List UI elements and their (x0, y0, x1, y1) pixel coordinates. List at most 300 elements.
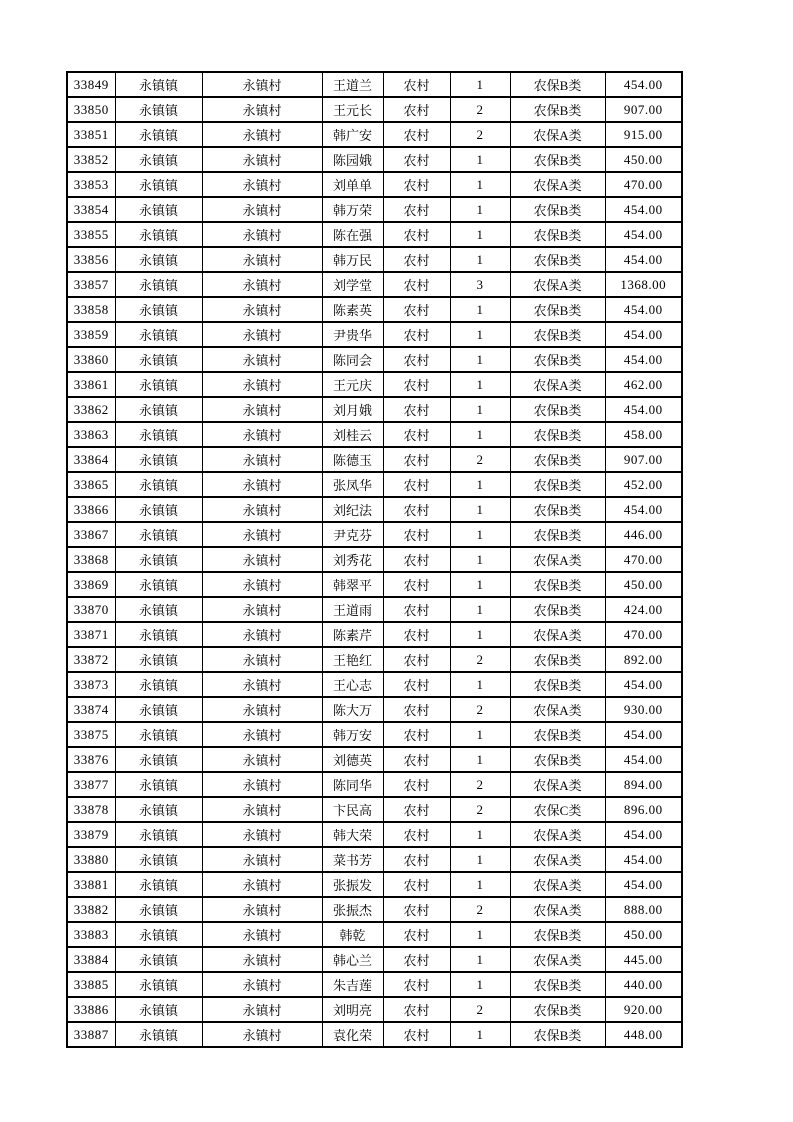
cell-village: 永镇村 (202, 747, 322, 772)
cell-insurance_class: 农保A类 (510, 847, 605, 872)
cell-town: 永镇镇 (115, 222, 202, 247)
cell-amount: 462.00 (605, 372, 682, 397)
cell-record_id: 33852 (67, 147, 115, 172)
cell-insurance_class: 农保B类 (510, 597, 605, 622)
cell-insurance_class: 农保B类 (510, 147, 605, 172)
cell-name: 韩万民 (322, 247, 383, 272)
cell-person_count: 2 (450, 772, 510, 797)
cell-amount: 454.00 (605, 747, 682, 772)
cell-record_id: 33853 (67, 172, 115, 197)
cell-residence_type: 农村 (383, 847, 450, 872)
cell-insurance_class: 农保B类 (510, 397, 605, 422)
cell-record_id: 33851 (67, 122, 115, 147)
table-row (67, 547, 682, 572)
cell-amount: 896.00 (605, 797, 682, 822)
cell-name: 韩心兰 (322, 947, 383, 972)
cell-name: 陈素英 (322, 297, 383, 322)
cell-insurance_class: 农保B类 (510, 747, 605, 772)
cell-person_count: 1 (450, 922, 510, 947)
cell-town: 永镇镇 (115, 847, 202, 872)
cell-town: 永镇镇 (115, 747, 202, 772)
cell-village: 永镇村 (202, 897, 322, 922)
cell-record_id: 33869 (67, 572, 115, 597)
cell-record_id: 33860 (67, 347, 115, 372)
cell-insurance_class: 农保B类 (510, 922, 605, 947)
cell-amount: 470.00 (605, 172, 682, 197)
payment-roster-table (66, 71, 683, 1048)
cell-person_count: 1 (450, 722, 510, 747)
table-row (67, 622, 682, 647)
cell-town: 永镇镇 (115, 347, 202, 372)
cell-person_count: 1 (450, 422, 510, 447)
cell-village: 永镇村 (202, 72, 322, 97)
cell-town: 永镇镇 (115, 97, 202, 122)
cell-insurance_class: 农保B类 (510, 497, 605, 522)
cell-person_count: 1 (450, 972, 510, 997)
cell-amount: 894.00 (605, 772, 682, 797)
cell-amount: 454.00 (605, 297, 682, 322)
cell-person_count: 1 (450, 572, 510, 597)
cell-person_count: 1 (450, 747, 510, 772)
cell-village: 永镇村 (202, 197, 322, 222)
cell-residence_type: 农村 (383, 447, 450, 472)
cell-insurance_class: 农保B类 (510, 472, 605, 497)
cell-residence_type: 农村 (383, 522, 450, 547)
cell-insurance_class: 农保A类 (510, 947, 605, 972)
cell-village: 永镇村 (202, 97, 322, 122)
cell-insurance_class: 农保B类 (510, 97, 605, 122)
cell-record_id: 33886 (67, 997, 115, 1022)
cell-name: 陈大万 (322, 697, 383, 722)
cell-record_id: 33857 (67, 272, 115, 297)
cell-residence_type: 农村 (383, 322, 450, 347)
cell-name: 袁化荣 (322, 1022, 383, 1047)
cell-village: 永镇村 (202, 647, 322, 672)
cell-person_count: 2 (450, 797, 510, 822)
cell-residence_type: 农村 (383, 297, 450, 322)
cell-village: 永镇村 (202, 822, 322, 847)
cell-person_count: 1 (450, 297, 510, 322)
cell-record_id: 33859 (67, 322, 115, 347)
cell-amount: 892.00 (605, 647, 682, 672)
cell-amount: 454.00 (605, 722, 682, 747)
cell-name: 刘桂云 (322, 422, 383, 447)
roster-table-body (67, 72, 682, 1047)
cell-village: 永镇村 (202, 972, 322, 997)
cell-name: 韩翠平 (322, 572, 383, 597)
cell-record_id: 33876 (67, 747, 115, 772)
cell-person_count: 1 (450, 247, 510, 272)
cell-insurance_class: 农保A类 (510, 897, 605, 922)
cell-insurance_class: 农保B类 (510, 72, 605, 97)
cell-village: 永镇村 (202, 697, 322, 722)
cell-name: 尹贵华 (322, 322, 383, 347)
cell-record_id: 33849 (67, 72, 115, 97)
table-row (67, 447, 682, 472)
cell-insurance_class: 农保B类 (510, 647, 605, 672)
table-row (67, 822, 682, 847)
cell-village: 永镇村 (202, 722, 322, 747)
cell-insurance_class: 农保B类 (510, 722, 605, 747)
cell-record_id: 33882 (67, 897, 115, 922)
cell-amount: 920.00 (605, 997, 682, 1022)
cell-name: 陈园娥 (322, 147, 383, 172)
cell-amount: 454.00 (605, 847, 682, 872)
cell-village: 永镇村 (202, 772, 322, 797)
table-row (67, 297, 682, 322)
table-row (67, 597, 682, 622)
cell-town: 永镇镇 (115, 397, 202, 422)
table-row (67, 522, 682, 547)
cell-amount: 454.00 (605, 872, 682, 897)
cell-town: 永镇镇 (115, 622, 202, 647)
cell-person_count: 2 (450, 97, 510, 122)
cell-insurance_class: 农保A类 (510, 122, 605, 147)
table-row (67, 672, 682, 697)
cell-person_count: 1 (450, 847, 510, 872)
cell-person_count: 1 (450, 147, 510, 172)
cell-name: 王道雨 (322, 597, 383, 622)
cell-amount: 454.00 (605, 222, 682, 247)
cell-name: 刘明亮 (322, 997, 383, 1022)
cell-name: 卞民高 (322, 797, 383, 822)
cell-residence_type: 农村 (383, 772, 450, 797)
cell-town: 永镇镇 (115, 997, 202, 1022)
cell-name: 张振发 (322, 872, 383, 897)
cell-person_count: 2 (450, 997, 510, 1022)
cell-insurance_class: 农保A类 (510, 547, 605, 572)
table-row (67, 422, 682, 447)
cell-village: 永镇村 (202, 247, 322, 272)
cell-insurance_class: 农保A类 (510, 872, 605, 897)
cell-insurance_class: 农保B类 (510, 447, 605, 472)
cell-town: 永镇镇 (115, 172, 202, 197)
cell-village: 永镇村 (202, 922, 322, 947)
cell-town: 永镇镇 (115, 597, 202, 622)
cell-name: 韩乾 (322, 922, 383, 947)
cell-residence_type: 农村 (383, 572, 450, 597)
cell-insurance_class: 农保B类 (510, 1022, 605, 1047)
cell-name: 王心志 (322, 672, 383, 697)
table-row (67, 872, 682, 897)
cell-name: 韩万安 (322, 722, 383, 747)
cell-residence_type: 农村 (383, 347, 450, 372)
cell-record_id: 33858 (67, 297, 115, 322)
cell-amount: 907.00 (605, 97, 682, 122)
cell-village: 永镇村 (202, 522, 322, 547)
cell-village: 永镇村 (202, 872, 322, 897)
cell-record_id: 33875 (67, 722, 115, 747)
cell-name: 韩广安 (322, 122, 383, 147)
cell-record_id: 33856 (67, 247, 115, 272)
cell-village: 永镇村 (202, 397, 322, 422)
cell-village: 永镇村 (202, 547, 322, 572)
cell-village: 永镇村 (202, 947, 322, 972)
cell-village: 永镇村 (202, 472, 322, 497)
cell-residence_type: 农村 (383, 872, 450, 897)
cell-insurance_class: 农保A类 (510, 372, 605, 397)
table-row (67, 197, 682, 222)
table-row (67, 797, 682, 822)
cell-record_id: 33862 (67, 397, 115, 422)
cell-residence_type: 农村 (383, 422, 450, 447)
cell-name: 王元长 (322, 97, 383, 122)
cell-insurance_class: 农保A类 (510, 697, 605, 722)
cell-name: 王艳红 (322, 647, 383, 672)
cell-amount: 424.00 (605, 597, 682, 622)
cell-residence_type: 农村 (383, 172, 450, 197)
table-row (67, 722, 682, 747)
cell-insurance_class: 农保B类 (510, 222, 605, 247)
cell-residence_type: 农村 (383, 372, 450, 397)
cell-town: 永镇镇 (115, 272, 202, 297)
table-row (67, 222, 682, 247)
cell-amount: 454.00 (605, 397, 682, 422)
table-row (67, 372, 682, 397)
cell-name: 张凤华 (322, 472, 383, 497)
cell-amount: 470.00 (605, 547, 682, 572)
cell-village: 永镇村 (202, 672, 322, 697)
cell-town: 永镇镇 (115, 672, 202, 697)
cell-amount: 458.00 (605, 422, 682, 447)
cell-person_count: 1 (450, 872, 510, 897)
cell-residence_type: 农村 (383, 797, 450, 822)
cell-town: 永镇镇 (115, 472, 202, 497)
cell-village: 永镇村 (202, 222, 322, 247)
cell-name: 菜书芳 (322, 847, 383, 872)
cell-residence_type: 农村 (383, 672, 450, 697)
cell-name: 王道兰 (322, 72, 383, 97)
cell-insurance_class: 农保A类 (510, 822, 605, 847)
cell-record_id: 33863 (67, 422, 115, 447)
cell-record_id: 33868 (67, 547, 115, 572)
cell-village: 永镇村 (202, 797, 322, 822)
cell-insurance_class: 农保B类 (510, 972, 605, 997)
cell-record_id: 33854 (67, 197, 115, 222)
cell-name: 张振杰 (322, 897, 383, 922)
cell-village: 永镇村 (202, 372, 322, 397)
cell-name: 刘单单 (322, 172, 383, 197)
cell-residence_type: 农村 (383, 997, 450, 1022)
cell-person_count: 1 (450, 622, 510, 647)
cell-town: 永镇镇 (115, 522, 202, 547)
cell-town: 永镇镇 (115, 147, 202, 172)
cell-insurance_class: 农保A类 (510, 172, 605, 197)
cell-amount: 445.00 (605, 947, 682, 972)
cell-amount: 470.00 (605, 622, 682, 647)
cell-amount: 888.00 (605, 897, 682, 922)
cell-village: 永镇村 (202, 272, 322, 297)
cell-insurance_class: 农保B类 (510, 297, 605, 322)
cell-town: 永镇镇 (115, 297, 202, 322)
cell-town: 永镇镇 (115, 972, 202, 997)
cell-insurance_class: 农保B类 (510, 997, 605, 1022)
cell-village: 永镇村 (202, 122, 322, 147)
cell-person_count: 1 (450, 397, 510, 422)
cell-person_count: 3 (450, 272, 510, 297)
cell-amount: 1368.00 (605, 272, 682, 297)
cell-town: 永镇镇 (115, 497, 202, 522)
cell-person_count: 1 (450, 597, 510, 622)
cell-town: 永镇镇 (115, 897, 202, 922)
cell-residence_type: 农村 (383, 197, 450, 222)
cell-residence_type: 农村 (383, 822, 450, 847)
cell-town: 永镇镇 (115, 422, 202, 447)
cell-person_count: 1 (450, 372, 510, 397)
cell-insurance_class: 农保B类 (510, 422, 605, 447)
cell-record_id: 33850 (67, 97, 115, 122)
cell-residence_type: 农村 (383, 722, 450, 747)
cell-town: 永镇镇 (115, 772, 202, 797)
cell-name: 刘学堂 (322, 272, 383, 297)
cell-town: 永镇镇 (115, 922, 202, 947)
cell-residence_type: 农村 (383, 472, 450, 497)
cell-residence_type: 农村 (383, 747, 450, 772)
cell-town: 永镇镇 (115, 647, 202, 672)
table-row (67, 322, 682, 347)
table-row (67, 972, 682, 997)
cell-name: 陈素芹 (322, 622, 383, 647)
cell-residence_type: 农村 (383, 547, 450, 572)
table-row (67, 922, 682, 947)
cell-residence_type: 农村 (383, 247, 450, 272)
cell-amount: 454.00 (605, 72, 682, 97)
cell-insurance_class: 农保A类 (510, 272, 605, 297)
cell-person_count: 1 (450, 547, 510, 572)
cell-insurance_class: 农保A类 (510, 772, 605, 797)
cell-person_count: 1 (450, 322, 510, 347)
cell-residence_type: 农村 (383, 72, 450, 97)
cell-record_id: 33879 (67, 822, 115, 847)
cell-record_id: 33874 (67, 697, 115, 722)
table-row (67, 697, 682, 722)
cell-record_id: 33864 (67, 447, 115, 472)
cell-town: 永镇镇 (115, 872, 202, 897)
cell-town: 永镇镇 (115, 322, 202, 347)
table-row (67, 1022, 682, 1047)
cell-record_id: 33866 (67, 497, 115, 522)
cell-amount: 450.00 (605, 147, 682, 172)
cell-village: 永镇村 (202, 147, 322, 172)
table-row (67, 647, 682, 672)
table-row (67, 497, 682, 522)
cell-record_id: 33855 (67, 222, 115, 247)
table-row (67, 997, 682, 1022)
cell-town: 永镇镇 (115, 122, 202, 147)
cell-insurance_class: 农保B类 (510, 322, 605, 347)
cell-residence_type: 农村 (383, 922, 450, 947)
cell-person_count: 1 (450, 947, 510, 972)
cell-amount: 454.00 (605, 672, 682, 697)
cell-village: 永镇村 (202, 297, 322, 322)
cell-village: 永镇村 (202, 322, 322, 347)
cell-name: 朱吉莲 (322, 972, 383, 997)
cell-insurance_class: 农保A类 (510, 622, 605, 647)
cell-town: 永镇镇 (115, 797, 202, 822)
cell-town: 永镇镇 (115, 947, 202, 972)
cell-residence_type: 农村 (383, 497, 450, 522)
table-row (67, 772, 682, 797)
cell-amount: 452.00 (605, 472, 682, 497)
cell-village: 永镇村 (202, 847, 322, 872)
cell-residence_type: 农村 (383, 622, 450, 647)
cell-record_id: 33870 (67, 597, 115, 622)
cell-residence_type: 农村 (383, 97, 450, 122)
cell-village: 永镇村 (202, 597, 322, 622)
cell-name: 陈在强 (322, 222, 383, 247)
cell-person_count: 1 (450, 522, 510, 547)
cell-person_count: 1 (450, 497, 510, 522)
cell-residence_type: 农村 (383, 647, 450, 672)
cell-village: 永镇村 (202, 622, 322, 647)
cell-name: 王元庆 (322, 372, 383, 397)
table-row (67, 472, 682, 497)
cell-record_id: 33872 (67, 647, 115, 672)
cell-town: 永镇镇 (115, 822, 202, 847)
cell-village: 永镇村 (202, 572, 322, 597)
cell-record_id: 33884 (67, 947, 115, 972)
cell-residence_type: 农村 (383, 272, 450, 297)
cell-name: 刘月娥 (322, 397, 383, 422)
cell-village: 永镇村 (202, 422, 322, 447)
cell-village: 永镇村 (202, 997, 322, 1022)
cell-village: 永镇村 (202, 447, 322, 472)
cell-town: 永镇镇 (115, 447, 202, 472)
table-row (67, 572, 682, 597)
table-row (67, 847, 682, 872)
cell-name: 陈德玉 (322, 447, 383, 472)
cell-insurance_class: 农保B类 (510, 197, 605, 222)
cell-residence_type: 农村 (383, 222, 450, 247)
cell-amount: 450.00 (605, 922, 682, 947)
cell-amount: 446.00 (605, 522, 682, 547)
cell-town: 永镇镇 (115, 572, 202, 597)
table-row (67, 272, 682, 297)
cell-residence_type: 农村 (383, 947, 450, 972)
cell-amount: 454.00 (605, 247, 682, 272)
cell-amount: 448.00 (605, 1022, 682, 1047)
cell-amount: 907.00 (605, 447, 682, 472)
cell-residence_type: 农村 (383, 597, 450, 622)
cell-person_count: 1 (450, 72, 510, 97)
cell-person_count: 1 (450, 347, 510, 372)
cell-residence_type: 农村 (383, 972, 450, 997)
cell-residence_type: 农村 (383, 122, 450, 147)
cell-record_id: 33887 (67, 1022, 115, 1047)
cell-amount: 930.00 (605, 697, 682, 722)
table-row (67, 247, 682, 272)
cell-name: 韩大荣 (322, 822, 383, 847)
cell-person_count: 1 (450, 222, 510, 247)
cell-amount: 454.00 (605, 347, 682, 372)
cell-person_count: 2 (450, 647, 510, 672)
cell-residence_type: 农村 (383, 697, 450, 722)
cell-name: 韩万荣 (322, 197, 383, 222)
cell-record_id: 33880 (67, 847, 115, 872)
cell-village: 永镇村 (202, 347, 322, 372)
cell-town: 永镇镇 (115, 697, 202, 722)
cell-village: 永镇村 (202, 497, 322, 522)
cell-amount: 450.00 (605, 572, 682, 597)
cell-amount: 915.00 (605, 122, 682, 147)
cell-residence_type: 农村 (383, 1022, 450, 1047)
cell-record_id: 33861 (67, 372, 115, 397)
cell-village: 永镇村 (202, 172, 322, 197)
cell-town: 永镇镇 (115, 247, 202, 272)
table-row (67, 172, 682, 197)
cell-person_count: 1 (450, 197, 510, 222)
cell-person_count: 1 (450, 172, 510, 197)
